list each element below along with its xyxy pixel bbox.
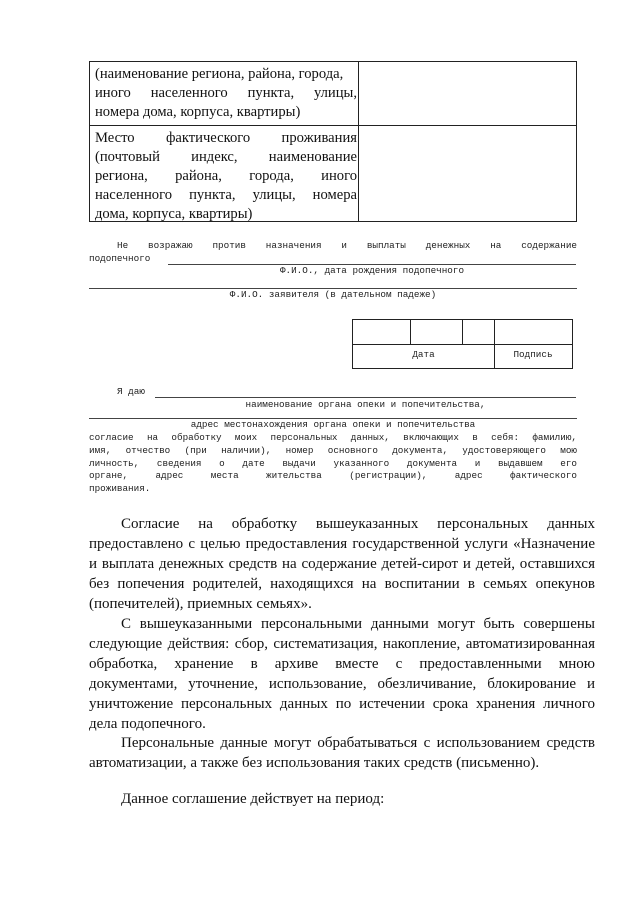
- paragraph-actions: [89, 614, 595, 734]
- sig-row-divider: [353, 344, 572, 345]
- i-give-prefix: Я даю: [117, 386, 145, 397]
- paragraph-line: обработка, хранение в архиве вместе с предоставленными мною: [89, 656, 595, 672]
- paragraph-processing: [89, 733, 595, 773]
- paragraph-line: (попечителей), приемных семьях».: [89, 596, 312, 612]
- paragraph-line: Данное соглашение действует на период:: [121, 791, 385, 807]
- table-cell-line: региона, района, города, иного: [95, 168, 357, 184]
- table-cell-line: (наименование региона, района, города,: [95, 66, 344, 82]
- ward-caption: Ф.И.О., дата рождения подопечного: [279, 265, 465, 276]
- consent-body-line: проживания.: [89, 483, 151, 495]
- signature-label: Подпись: [513, 349, 553, 360]
- applicant-caption: Ф.И.О. заявителя (в дательном падеже): [229, 289, 437, 300]
- table-cell-line: дома, корпуса, квартиры): [95, 206, 253, 222]
- table-cell-line: (почтовый индекс, наименование: [95, 149, 357, 165]
- table-cell-line: номера дома, корпуса, квартиры): [95, 104, 301, 120]
- date-label: Дата: [412, 349, 435, 360]
- table-row-actual-residence-label: [95, 129, 357, 224]
- guardianship-address-caption: адрес местонахождения органа опеки и попечительства: [190, 419, 476, 430]
- paragraph-line: уничтожение персональных данных по истечении срока хранения личного: [89, 696, 595, 712]
- paragraph-line: Персональные данные могут обрабатываться с использованием средств: [121, 735, 595, 751]
- consent-body: [89, 432, 577, 496]
- consent-body-line: имя, отчество (при наличии), номер основного документа, удостоверяющего мою: [89, 444, 577, 456]
- paragraph-line: без попечения родителей, находящихся на воспитании в семьях опекунов: [89, 576, 595, 592]
- paragraph-line: С вышеуказанными персональными данными могут быть совершены: [121, 616, 595, 632]
- table-cell-line: Место фактического проживания: [95, 130, 357, 146]
- no-objection-text: Не возражаю против назначения и выплаты денежных на содержание: [117, 240, 577, 251]
- ward-prefix: подопечного: [89, 253, 151, 264]
- paragraph-line: дела подопечного.: [89, 716, 206, 732]
- table-row-registration-address-label: [95, 65, 357, 122]
- consent-body-line: органе, адрес места жительства (регистрации), адрес фактического: [89, 470, 577, 482]
- table-cell-line: иного населенного пункта, улицы,: [95, 85, 357, 101]
- sig-divider: [410, 320, 411, 344]
- table-cell-line: населенного пункта, улицы, номера: [95, 187, 357, 203]
- no-objection-line: [117, 240, 577, 253]
- table-row-divider: [90, 125, 576, 126]
- paragraph-line: автоматизации, а также без использования таких средств (письменно).: [89, 755, 540, 771]
- paragraph-line: предоставлено с целью предоставления государственной услуги «Назначение: [89, 536, 595, 552]
- consent-body-line: согласие на обработку моих персональных данных, включающих в себя: фамилию,: [89, 432, 577, 443]
- paragraph-period: [89, 789, 595, 809]
- paragraph-purpose: [89, 514, 595, 614]
- consent-body-line: личность, сведения о дате выдачи указанного документа и выдавшем его: [89, 457, 577, 469]
- table-column-divider: [358, 62, 359, 221]
- sig-divider: [462, 320, 463, 344]
- date-signature-table: [352, 319, 573, 369]
- address-table: [89, 61, 577, 222]
- guardianship-body-field-line: [155, 397, 576, 398]
- paragraph-line: следующие действия: сбор, систематизация, накопление, автоматизированная: [89, 636, 595, 652]
- guardianship-body-caption: наименование органа опеки и попечительства,: [245, 399, 486, 410]
- paragraph-line: документами, уточнение, использование, обезличивание, блокирование и: [89, 676, 595, 692]
- paragraph-line: и выплата денежных средств на содержание детей-сирот и детей, оставшихся: [89, 556, 595, 572]
- paragraph-line: Согласие на обработку вышеуказанных персональных данных: [121, 516, 595, 532]
